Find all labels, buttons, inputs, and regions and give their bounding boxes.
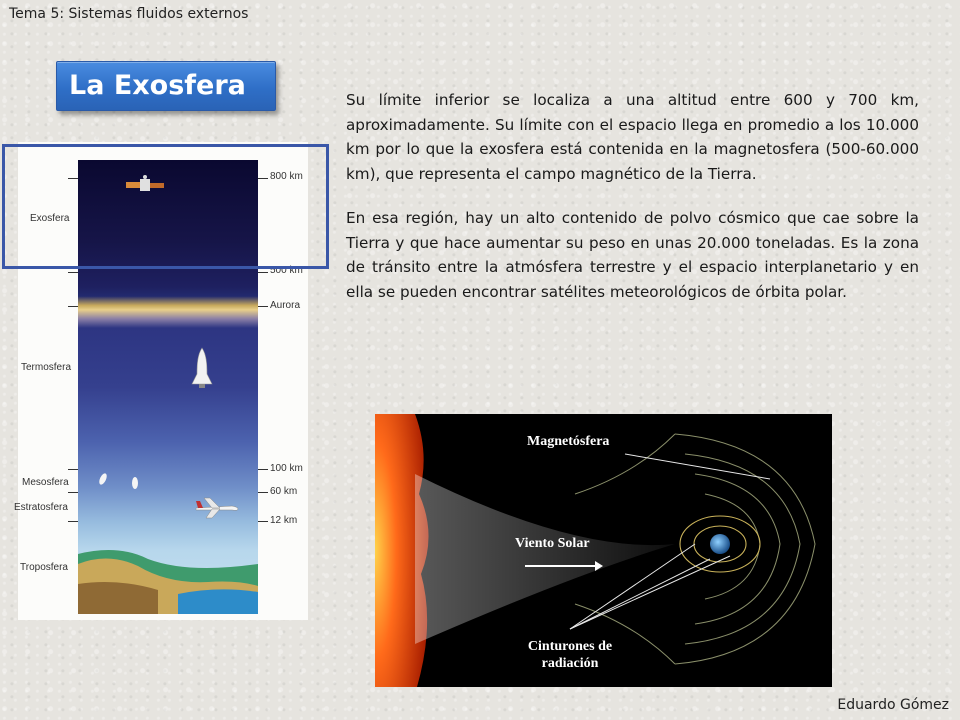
tick-left xyxy=(68,469,78,470)
author-name: Eduardo Gómez xyxy=(837,697,949,713)
altitude-label-500: 500 km xyxy=(270,265,303,276)
layer-label-estratosfera: Estratosfera xyxy=(14,502,68,513)
meteor-icon xyxy=(98,472,108,486)
altitude-label-aurora: Aurora xyxy=(270,300,301,311)
slide-title-box xyxy=(56,61,276,111)
magnetosphere-diagram xyxy=(375,414,832,687)
altitude-label-800: 800 km xyxy=(270,171,303,182)
tick-right xyxy=(258,306,268,307)
airplane-icon xyxy=(194,496,240,520)
layer-label-mesosfera: Mesosfera xyxy=(22,477,69,488)
tick-left xyxy=(68,521,78,522)
layer-label-termosfera: Termosfera xyxy=(21,362,72,373)
altitude-label-12: 12 km xyxy=(270,515,298,526)
altitude-label-60: 60 km xyxy=(270,486,298,497)
radiation-belts-label: Cinturones de radiación xyxy=(527,639,613,671)
course-title: Tema 5: Sistemas fluidos externos xyxy=(9,6,249,22)
slide-title: La Exosfera xyxy=(69,70,246,101)
tick-left xyxy=(68,306,78,307)
body-text xyxy=(346,88,919,324)
layer-label-troposfera: Troposfera xyxy=(20,562,68,573)
tick-right xyxy=(258,469,268,470)
paragraph: Su límite inferior se localiza a una altitud entre 600 y 700 km, aproximadamente. Su límite con el espacio llega en promedio a los 10.000 km por lo que la exosfera está contenida en la magnetosfera (500-60.000 km), que representa el campo magnético de la Tierra. xyxy=(346,91,919,183)
paragraph: En esa región, hay un alto contenido de polvo cósmico que cae sobre la Tierra y que hace aumentar su peso en unas 20.000 toneladas. Es la zona de tránsito entre la atmósfera terrestre y el espacio interplanetario y en ella se pueden encontrar satélites meteorológicos de órbita polar. xyxy=(346,209,919,301)
tick-right xyxy=(258,521,268,522)
tick-left xyxy=(68,492,78,493)
space-shuttle-icon xyxy=(190,346,214,390)
balloon-icon xyxy=(130,476,140,490)
layer-label-exosfera: Exosfera xyxy=(30,213,70,224)
altitude-label-100: 100 km xyxy=(270,463,303,474)
exosphere-highlight-box xyxy=(2,144,329,269)
solar-wind-label: Viento Solar xyxy=(515,536,590,551)
ground-landscape xyxy=(78,534,258,614)
tick-left xyxy=(68,272,78,273)
tick-right xyxy=(258,492,268,493)
magnetosphere-label: Magnetósfera xyxy=(527,434,610,449)
tick-right xyxy=(258,272,268,273)
